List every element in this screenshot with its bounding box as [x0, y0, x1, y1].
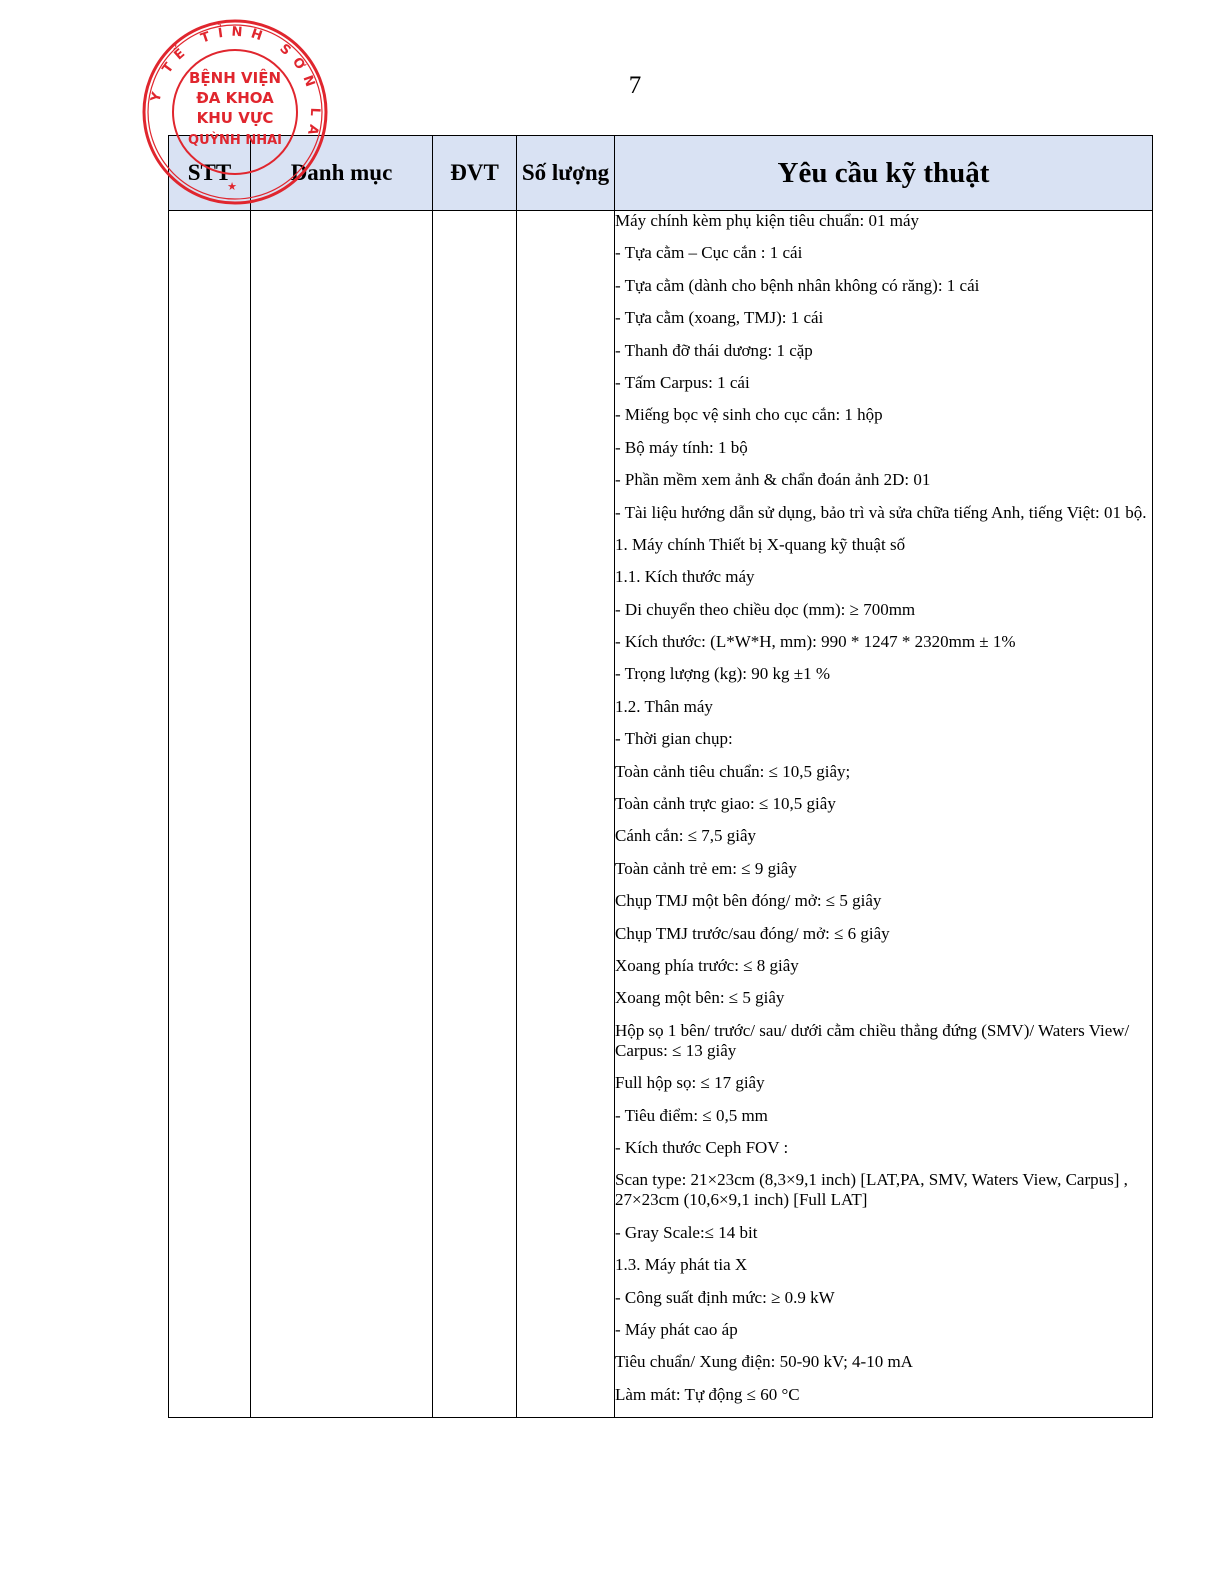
- requirement-line: - Kích thước: (L*W*H, mm): 990 * 1247 * 2320mm ± 1%: [615, 632, 1016, 652]
- requirement-line: - Công suất định mức: ≥ 0.9 kW: [615, 1287, 835, 1307]
- svg-text:QUỲNH NHAI: QUỲNH NHAI: [188, 133, 282, 148]
- requirement-line: - Máy phát cao áp: [615, 1319, 738, 1339]
- technical-spec-table: [168, 135, 1153, 1418]
- svg-text:★: ★: [227, 180, 237, 193]
- requirement-line: - Tựa cằm (xoang, TMJ): 1 cái: [615, 308, 824, 328]
- requirement-line: - Tài liệu hướng dẫn sử dụng, bảo trì và sửa chữa tiếng Anh, tiếng Việt: 01 bộ.: [615, 502, 1147, 522]
- requirement-line: - Tựa cằm – Cục cắn : 1 cái: [615, 243, 803, 263]
- cell-yeu-cau: [615, 211, 1153, 1418]
- header-danh-muc: Danh mục: [251, 136, 433, 211]
- table-row: [169, 211, 1153, 1418]
- requirement-line: - Di chuyển theo chiều dọc (mm): ≥ 700mm: [615, 599, 916, 619]
- cell-so-luong: [517, 211, 615, 1418]
- requirement-line: 1.3. Máy phát tia X: [615, 1255, 748, 1275]
- svg-text:ĐA KHOA: ĐA KHOA: [196, 89, 274, 107]
- cell-dvt: [433, 211, 517, 1418]
- requirement-line: Chụp TMJ trước/sau đóng/ mở: ≤ 6 giây: [615, 923, 890, 943]
- requirement-line: Toàn cảnh trực giao: ≤ 10,5 giây: [615, 794, 836, 814]
- header-stt: STT: [169, 136, 251, 211]
- requirement-line: - Thời gian chụp:: [615, 729, 733, 749]
- requirement-line: Cánh cắn: ≤ 7,5 giây: [615, 826, 757, 846]
- requirement-line: Tiêu chuẩn/ Xung điện: 50-90 kV; 4-10 mA: [615, 1352, 913, 1372]
- requirement-line: - Gray Scale:≤ 14 bit: [615, 1222, 758, 1242]
- cell-danh-muc: [251, 211, 433, 1418]
- header-so-luong: Số lượng: [517, 136, 615, 211]
- requirement-line: - Bộ máy tính: 1 bộ: [615, 437, 748, 457]
- requirement-line: - Thanh đỡ thái dương: 1 cặp: [615, 340, 813, 360]
- requirement-line: - Phần mềm xem ảnh & chẩn đoán ảnh 2D: 01: [615, 470, 931, 490]
- requirement-line: Chụp TMJ một bên đóng/ mở: ≤ 5 giây: [615, 891, 882, 911]
- requirement-line: Làm mát: Tự động ≤ 60 °C: [615, 1384, 800, 1404]
- requirement-line: Toàn cảnh trẻ em: ≤ 9 giây: [615, 858, 797, 878]
- requirement-line: - Tấm Carpus: 1 cái: [615, 372, 750, 392]
- header-yeu-cau: Yêu cầu kỹ thuật: [615, 136, 1153, 211]
- svg-text:BỆNH VIỆN: BỆNH VIỆN: [189, 69, 281, 87]
- hospital-seal-stamp: [140, 17, 330, 207]
- requirement-line: 1.1. Kích thước máy: [615, 567, 755, 587]
- requirement-line: - Tiêu điểm: ≤ 0,5 mm: [615, 1105, 768, 1125]
- requirement-line: - Kích thước Ceph FOV :: [615, 1137, 789, 1157]
- requirement-line: Xoang phía trước: ≤ 8 giây: [615, 955, 799, 975]
- requirement-line: - Trọng lượng (kg): 90 kg ±1 %: [615, 664, 831, 684]
- requirement-line: Máy chính kèm phụ kiện tiêu chuẩn: 01 máy: [615, 211, 920, 230]
- requirement-line: 1. Máy chính Thiết bị X-quang kỹ thuật số: [615, 534, 906, 554]
- requirement-line: Full hộp sọ: ≤ 17 giây: [615, 1073, 765, 1093]
- requirement-line: Hộp sọ 1 bên/ trước/ sau/ dưới cằm chiều thẳng đứng (SMV)/ Waters View/ Carpus: ≤ 13 giây: [615, 1020, 1130, 1060]
- requirement-line: - Miếng bọc vệ sinh cho cục cắn: 1 hộp: [615, 405, 883, 425]
- requirement-line: - Tựa cằm (dành cho bệnh nhân không có răng): 1 cái: [615, 275, 980, 295]
- cell-stt: [169, 211, 251, 1418]
- page-number: 7: [628, 72, 642, 99]
- requirement-line: Toàn cảnh tiêu chuẩn: ≤ 10,5 giây;: [615, 761, 851, 781]
- svg-text:KHU VỰC: KHU VỰC: [196, 109, 274, 127]
- requirement-line: Xoang một bên: ≤ 5 giây: [615, 988, 785, 1008]
- svg-text:Y TẾ TỈNH SƠN LA: Y TẾ TỈNH SƠN LA: [148, 24, 323, 145]
- header-dvt: ĐVT: [433, 136, 517, 211]
- requirement-line: Scan type: 21×23cm (8,3×9,1 inch) [LAT,PA, SMV, Waters View, Carpus] , 27×23cm (10,6×9,1 inch) [Full LAT]: [615, 1170, 1128, 1210]
- requirement-line: 1.2. Thân máy: [615, 696, 713, 716]
